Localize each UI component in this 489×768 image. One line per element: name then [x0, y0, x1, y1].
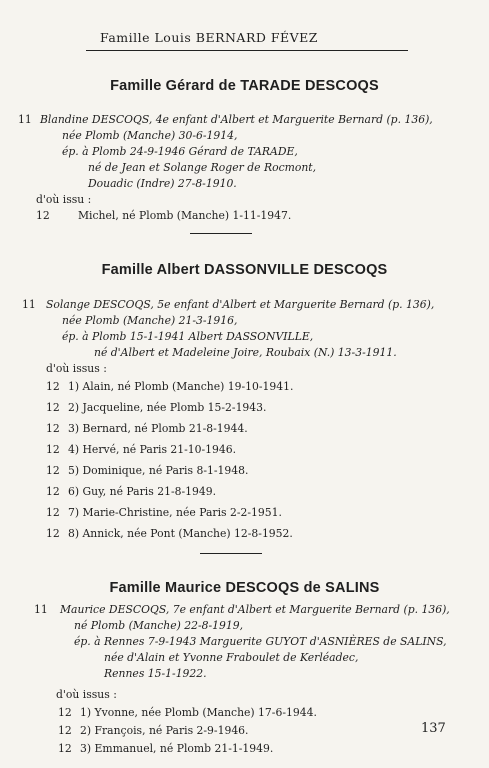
family-entry-line: ép. à Rennes 7-9-1943 Marguerite GUYOT d'ASNIÈRES de SALINS,: [74, 635, 447, 648]
family-entry-line: née Plomb (Manche) 30-6-1914,: [62, 129, 238, 142]
generation-number: 12: [46, 527, 60, 540]
generation-number: 12: [36, 209, 50, 222]
generation-number: 12: [46, 464, 60, 477]
child-entry: 2) François, né Paris 2-9-1946.: [80, 724, 249, 737]
section-title-tarade: Famille Gérard de TARADE DESCOQS: [110, 78, 379, 94]
generation-number: 12: [46, 380, 60, 393]
page-number: 137: [421, 721, 446, 736]
child-entry: 1) Alain, né Plomb (Manche) 19-10-1941.: [68, 380, 294, 393]
family-entry-line: ép. à Plomb 24-9-1946 Gérard de TARADE,: [62, 145, 298, 158]
child-entry: 6) Guy, né Paris 21-8-1949.: [68, 485, 217, 498]
section-separator: [200, 553, 262, 554]
family-entry-line: Blandine DESCOQS, 4e enfant d'Albert et Marguerite Bernard (p. 136),: [40, 113, 433, 126]
section-title-salins: Famille Maurice DESCOQS de SALINS: [109, 580, 380, 596]
child-entry: 7) Marie-Christine, née Paris 2-2-1951.: [68, 506, 282, 519]
generation-number: 11: [22, 298, 36, 311]
child-entry: 8) Annick, née Pont (Manche) 12-8-1952.: [68, 527, 293, 540]
family-entry-line: né d'Albert et Madeleine Joire, Roubaix (N.) 13-3-1911.: [94, 346, 397, 359]
family-entry-line: Rennes 15-1-1922.: [104, 667, 207, 680]
family-entry-line: Maurice DESCOQS, 7e enfant d'Albert et Marguerite Bernard (p. 136),: [60, 603, 450, 616]
issue-label: d'où issu :: [36, 193, 92, 206]
family-entry-line: né de Jean et Solange Roger de Rocmont,: [88, 161, 317, 174]
generation-number: 12: [46, 401, 60, 414]
child-entry: 3) Emmanuel, né Plomb 21-1-1949.: [80, 742, 274, 755]
family-entry-line: née Plomb (Manche) 21-3-1916,: [62, 314, 238, 327]
family-entry-line: Douadic (Indre) 27-8-1910.: [88, 177, 237, 190]
generation-number: 12: [58, 706, 72, 719]
issue-label: d'où issus :: [46, 362, 107, 375]
child-entry: 1) Yvonne, née Plomb (Manche) 17-6-1944.: [80, 706, 317, 719]
family-entry-line: née d'Alain et Yvonne Fraboulet de Kerléadec,: [104, 651, 359, 664]
section-separator: [190, 233, 252, 234]
child-entry: 4) Hervé, né Paris 21-10-1946.: [68, 443, 237, 456]
generation-number: 11: [18, 113, 32, 126]
header-rule: [86, 50, 408, 51]
generation-number: 12: [46, 506, 60, 519]
generation-number: 12: [58, 742, 72, 755]
issue-label: d'où issus :: [56, 688, 117, 701]
running-header: Famille Louis BERNARD FÉVEZ: [100, 30, 318, 45]
child-entry: Michel, né Plomb (Manche) 1-11-1947.: [78, 209, 292, 222]
generation-number: 12: [46, 422, 60, 435]
family-entry-line: né Plomb (Manche) 22-8-1919,: [74, 619, 244, 632]
generation-number: 12: [46, 443, 60, 456]
child-entry: 2) Jacqueline, née Plomb 15-2-1943.: [68, 401, 267, 414]
child-entry: 3) Bernard, né Plomb 21-8-1944.: [68, 422, 248, 435]
child-entry: 5) Dominique, né Paris 8-1-1948.: [68, 464, 249, 477]
generation-number: 11: [34, 603, 48, 616]
family-entry-line: Solange DESCOQS, 5e enfant d'Albert et Marguerite Bernard (p. 136),: [46, 298, 435, 311]
generation-number: 12: [58, 724, 72, 737]
section-title-dassonville: Famille Albert DASSONVILLE DESCOQS: [101, 262, 388, 278]
generation-number: 12: [46, 485, 60, 498]
family-entry-line: ép. à Plomb 15-1-1941 Albert DASSONVILLE,: [62, 330, 314, 343]
